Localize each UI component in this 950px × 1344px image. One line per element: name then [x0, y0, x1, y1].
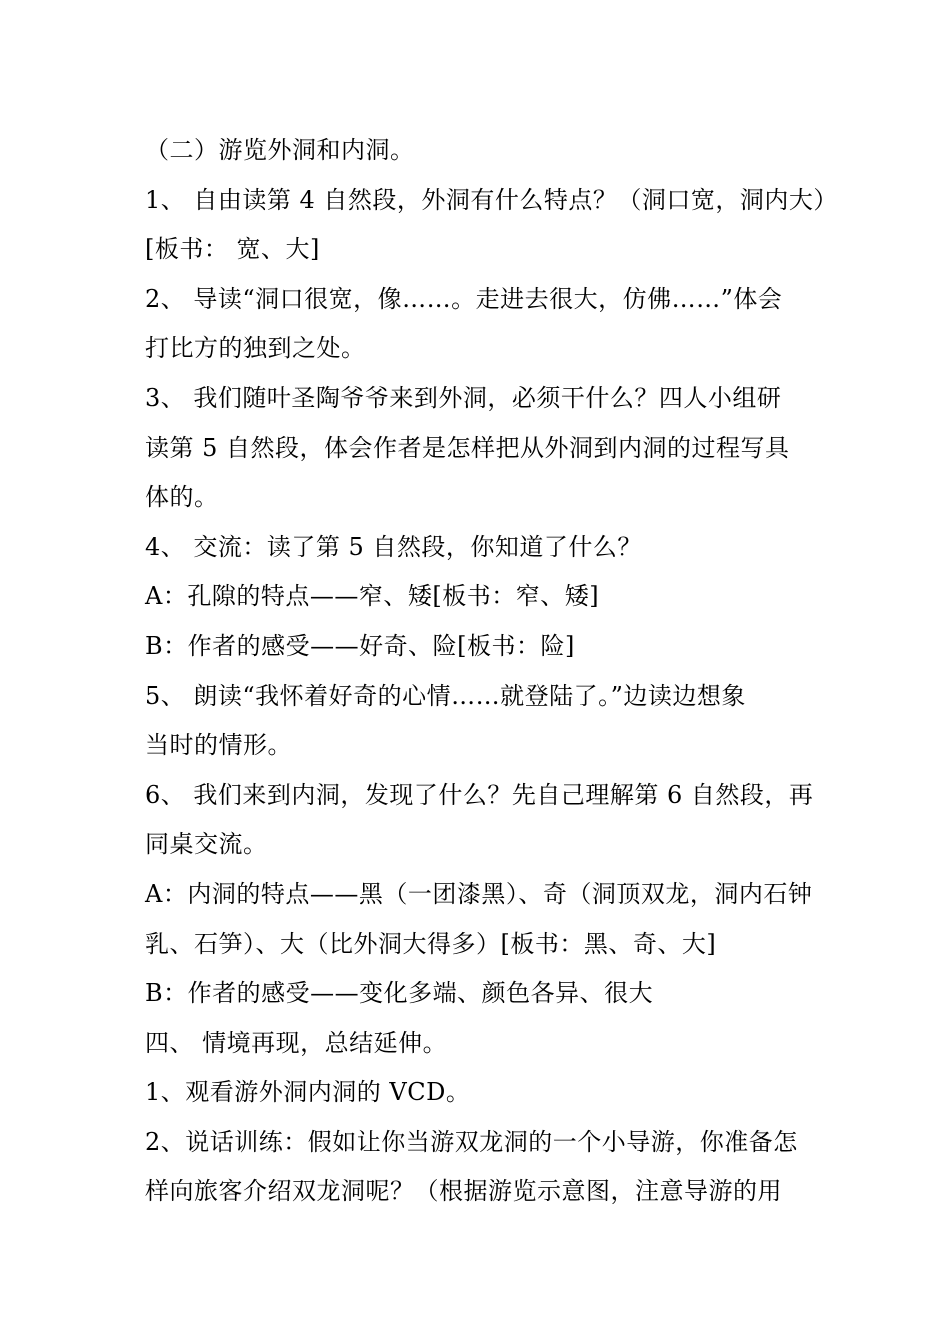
text-line: 4、 交流：读了第 5 自然段，你知道了什么？ — [145, 532, 642, 561]
text-line: 5、 朗读“我怀着好奇的心情……就登陆了。”边读边想象 — [145, 681, 746, 710]
text-line: A：内洞的特点——黑（一团漆黑）、奇（洞顶双龙，洞内石钟 — [145, 879, 813, 908]
section-heading-outer-inner-cave: （二）游览外洞和内洞。 — [145, 136, 415, 164]
text-line: 同桌交流。 — [145, 830, 268, 859]
text-line: 1、观看游外洞内洞的 VCD。 — [145, 1078, 471, 1107]
text-line: 当时的情形。 — [145, 731, 292, 760]
text-line: A：孔隙的特点——窄、矮[板书：窄、矮] — [145, 582, 600, 611]
text-line: 读第 5 自然段，体会作者是怎样把从外洞到内洞的过程写具 — [145, 433, 790, 462]
text-line: 体的。 — [145, 483, 219, 512]
text-line: 2、 导读“洞口很宽，像……。走进去很大，仿佛……”体会 — [145, 284, 783, 313]
text-line: 1、 自由读第 4 自然段，外洞有什么特点？（洞口宽，洞内大） — [145, 185, 838, 214]
text-line: 2、说话训练：假如让你当游双龙洞的一个小导游，你准备怎 — [145, 1127, 798, 1156]
text-line: 6、 我们来到内洞，发现了什么？先自己理解第 6 自然段，再 — [145, 780, 814, 809]
text-line: [板书： 宽、大] — [145, 235, 320, 264]
text-line: 乳、石笋）、大（比外洞大得多）[板书：黑、奇、大] — [145, 929, 717, 958]
text-line: 样向旅客介绍双龙洞呢？（根据游览示意图，注意导游的用 — [145, 1177, 782, 1206]
text-line: B：作者的感受——好奇、险[板书：险] — [145, 631, 575, 660]
text-line: 3、 我们随叶圣陶爷爷来到外洞，必须干什么？四人小组研 — [145, 383, 782, 412]
document-body — [145, 126, 838, 1217]
section-heading-summary: 四、 情境再现，总结延伸。 — [145, 1028, 448, 1057]
text-line: 打比方的独到之处。 — [145, 334, 366, 363]
text-line: B：作者的感受——变化多端、颜色各异、很大 — [145, 979, 654, 1008]
